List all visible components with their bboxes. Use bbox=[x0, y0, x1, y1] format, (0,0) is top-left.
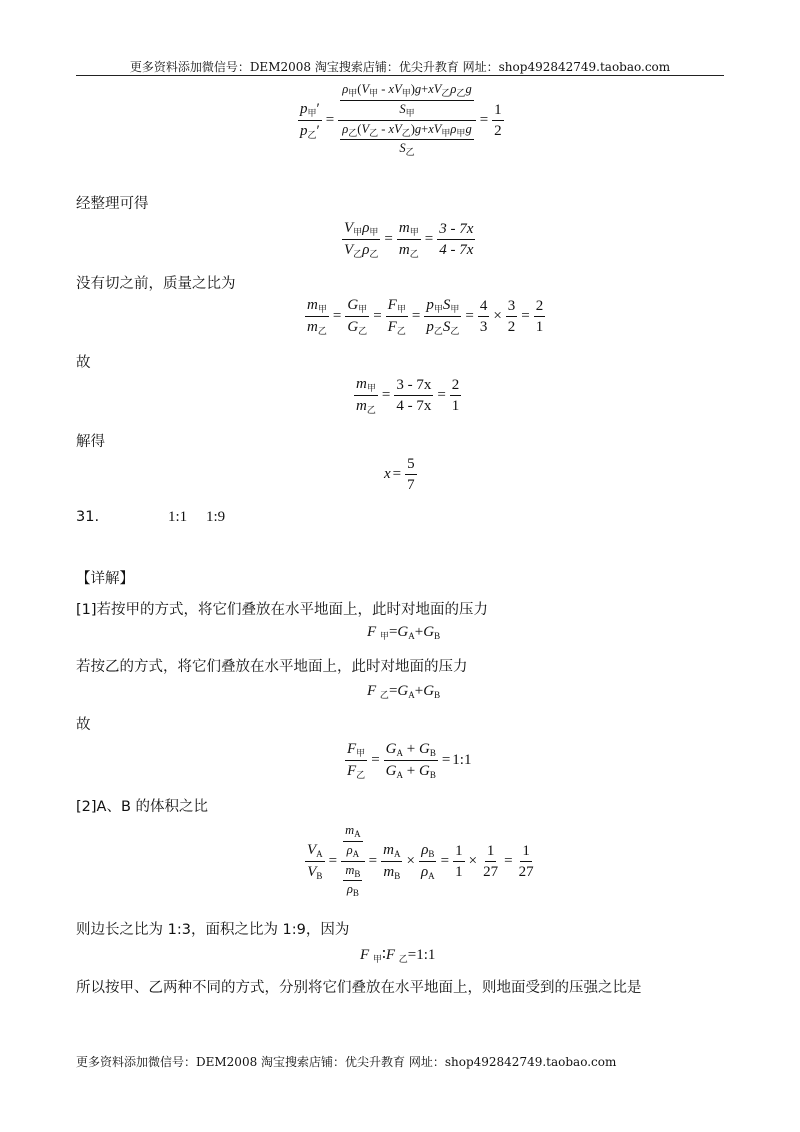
ratio-value: 1:1 bbox=[452, 751, 472, 768]
text-line: 故 bbox=[76, 355, 91, 371]
text-line: 故 bbox=[76, 717, 91, 733]
page-header: 更多资料添加微信号：DEM2008 淘宝搜索店铺：优尖升教育 网址：shop492842749.taobao.com bbox=[129, 60, 671, 74]
text-line: 没有切之前，质量之比为 bbox=[76, 276, 236, 292]
num-4: 4 bbox=[478, 297, 490, 317]
text-line: 则边长之比为 1:3，面积之比为 1:9，因为 bbox=[76, 922, 350, 938]
den-7: 7 bbox=[407, 477, 415, 493]
detail-heading: 【详解】 bbox=[76, 571, 134, 587]
header-rule bbox=[76, 75, 724, 76]
formula-mass-ratio-cut: $\frac{V_甲\rho_甲}{V_乙\rho_乙}$ = $\frac{m_甲}{m_乙}$ = $\frac{3 - 7x}{4 - 7x}$ bbox=[344, 220, 474, 259]
den-27: 27 bbox=[518, 863, 534, 880]
formula-mass-ratio-original: $\frac{m_甲}{m_乙}$ = $\frac{G_甲}{G_乙}$ = $\frac{F_甲}{F_乙}$ = $\frac{p_甲S_甲}{p_乙S_乙}$ = $\frac{4}{3}$ × $\frac{3}{2}$ = $\frac{2}{1}$ bbox=[307, 297, 544, 336]
den-4-7x: 4 - 7x bbox=[439, 241, 474, 258]
page-footer: 更多资料添加微信号：DEM2008 淘宝搜索店铺：优尖升教育 网址：shop492842749.taobao.com bbox=[76, 1055, 617, 1069]
den-27: 27 bbox=[483, 863, 499, 880]
den-2: 2 bbox=[507, 318, 516, 335]
den-2: 2 bbox=[494, 122, 502, 139]
num-1: 1 bbox=[453, 842, 465, 862]
den-4-7x: 4 - 7x bbox=[396, 397, 432, 414]
num-3-7x: 3 - 7x bbox=[437, 220, 475, 240]
num-5: 5 bbox=[405, 455, 417, 475]
formula-pressure-ratio: $\frac{p_甲'}{p_乙'}$ = $\frac{\frac{\rho_甲(V_甲 - xV_甲)g+xV_乙\rho_乙g}{S_甲}}{\frac{\rho_乙(V_乙 - xV_乙)g+xV_甲\rho_甲g}{S_乙}}$ = $\frac{1}{2}$ bbox=[300, 82, 502, 158]
text-line: 所以按甲、乙两种不同的方式，分别将它们叠放在水平地面上，则地面受到的压强之比是 bbox=[76, 980, 642, 996]
formula-f-yi: F $_乙=G_A+G_B$ bbox=[367, 683, 441, 700]
den-1: 1 bbox=[455, 863, 463, 880]
text-line: 经整理可得 bbox=[76, 196, 149, 212]
num-1: 1 bbox=[485, 842, 497, 862]
formula-f-equal: F $_甲$∶F $_乙$=1:1 bbox=[360, 947, 436, 964]
num-2: 2 bbox=[450, 376, 462, 396]
text-line: [2]A、B 的体积之比 bbox=[76, 799, 209, 815]
num-3-7x: 3 - 7x bbox=[394, 376, 433, 396]
formula-force-ratio: $\frac{F_甲}{F_乙}$ = $\frac{G_A + G_B}{G_A + G_B}$ = 1:1 bbox=[347, 741, 472, 780]
den-3: 3 bbox=[479, 318, 488, 335]
answer-1: 1:1 bbox=[168, 509, 188, 525]
formula-f-jia: F $_甲=G_A+G_B$ bbox=[367, 624, 441, 641]
formula-volume-ratio: $\frac{V_A}{V_B}$ = $\frac{\frac{m_A}{\rho_A}}{\frac{m_B}{\rho_B}}$ = $\frac{m_A}{m_B}$ × $\frac{\rho_B}{\rho_A}$ = $\frac{1}{1}$ × $\frac{1}{27}$ = $\frac{1}{27}$ bbox=[307, 823, 534, 899]
ratio-value: 1:1 bbox=[416, 947, 436, 963]
formula-x-value: x = $\frac{5}{7}$ bbox=[384, 456, 415, 493]
text-line: 若按乙的方式，将它们叠放在水平地面上，此时对地面的压力 bbox=[76, 659, 468, 675]
num-1: 1 bbox=[520, 842, 532, 862]
formula-solve-x: $\frac{m_甲}{m_乙}$ = $\frac{3 - 7x}{4 - 7x}$ = $\frac{2}{1}$ bbox=[356, 376, 460, 415]
num-2: 2 bbox=[534, 297, 546, 317]
den-1: 1 bbox=[535, 318, 544, 335]
text-line: [1]若按甲的方式，将它们叠放在水平地面上，此时对地面的压力 bbox=[76, 602, 489, 618]
text-line: 解得 bbox=[76, 434, 105, 450]
num-3: 3 bbox=[506, 297, 518, 317]
den-1: 1 bbox=[451, 397, 460, 414]
num-1: 1 bbox=[492, 101, 504, 121]
question-number: 31. bbox=[76, 509, 100, 525]
answer-2: 1:9 bbox=[206, 509, 226, 525]
